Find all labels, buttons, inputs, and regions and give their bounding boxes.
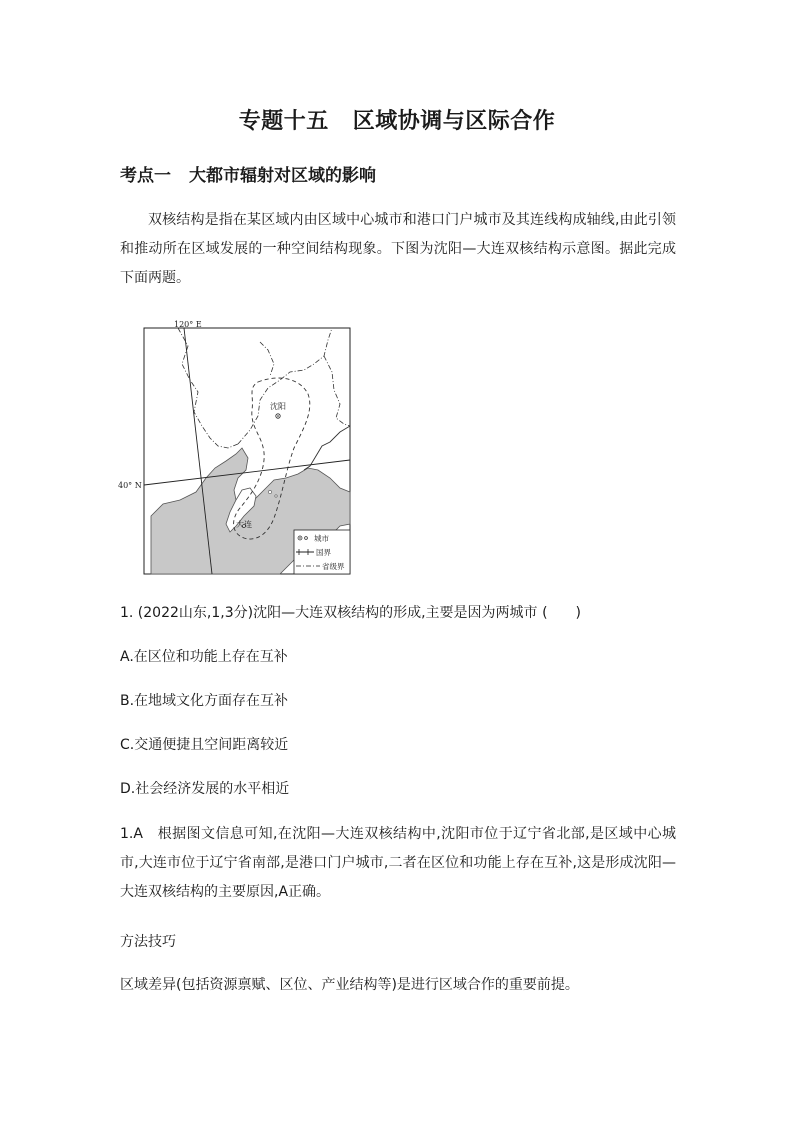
city-shenyang-dot [277,415,279,417]
answer-label: 1.A [120,826,143,842]
section-heading [120,161,376,186]
question-stem: 1. (2022山东,1,3分)沈阳—大连双核结构的形成,主要是因为两城市 ( ) [120,599,676,628]
island [268,490,271,493]
option-a: A.在区位和功能上存在互补 [120,649,288,665]
latitude-label: 40° N [118,481,142,490]
answer-explanation [120,820,676,907]
option-d: D.社会经济发展的水平相近 [120,781,290,797]
option-b: B.在地域文化方面存在互补 [120,693,289,709]
shenyang-dalian-map [118,320,354,578]
tip-heading: 方法技巧 [120,934,176,950]
section-number: 考点一 [120,166,171,186]
legend-provincial-border: 省级界 [322,562,345,571]
topic-number: 专题十五 [238,109,329,134]
page-title [0,104,794,135]
legend-city: 城市 [314,534,329,543]
city-shenyang-label: 沈阳 [270,402,286,411]
option-c: C.交通便捷且空间距离较近 [120,737,289,753]
intro-paragraph: 双核结构是指在某区域内由区域中心城市和港口门户城市及其连线构成轴线,由此引领和推动所在区域发展的一种空间结构现象。下图为沈阳—大连双核结构示意图。据此完成下面两题。 [120,212,676,286]
island [275,495,277,497]
answer-bracket: ( ) [542,605,581,621]
map-legend [294,530,350,574]
tip-text: 区域差异(包括资源禀赋、区位、产业结构等)是进行区域合作的重要前提。 [120,977,579,993]
longitude-label: 120° E [174,320,202,329]
topic-name: 区域协调与区际合作 [352,109,556,134]
legend-national-border: 国界 [316,548,331,557]
answer-text: 根据图文信息可知,在沈阳—大连双核结构中,沈阳市位于辽宁省北部,是区域中心城市,大连市位于辽宁省南部,是港口门户城市,二者在区位和功能上存在互补,这是形成沈阳—大连双核结构的主要原因,A正确。 [120,826,676,900]
city-dalian-label: 大连 [236,520,252,529]
section-name: 大都市辐射对区域的影响 [189,166,376,186]
